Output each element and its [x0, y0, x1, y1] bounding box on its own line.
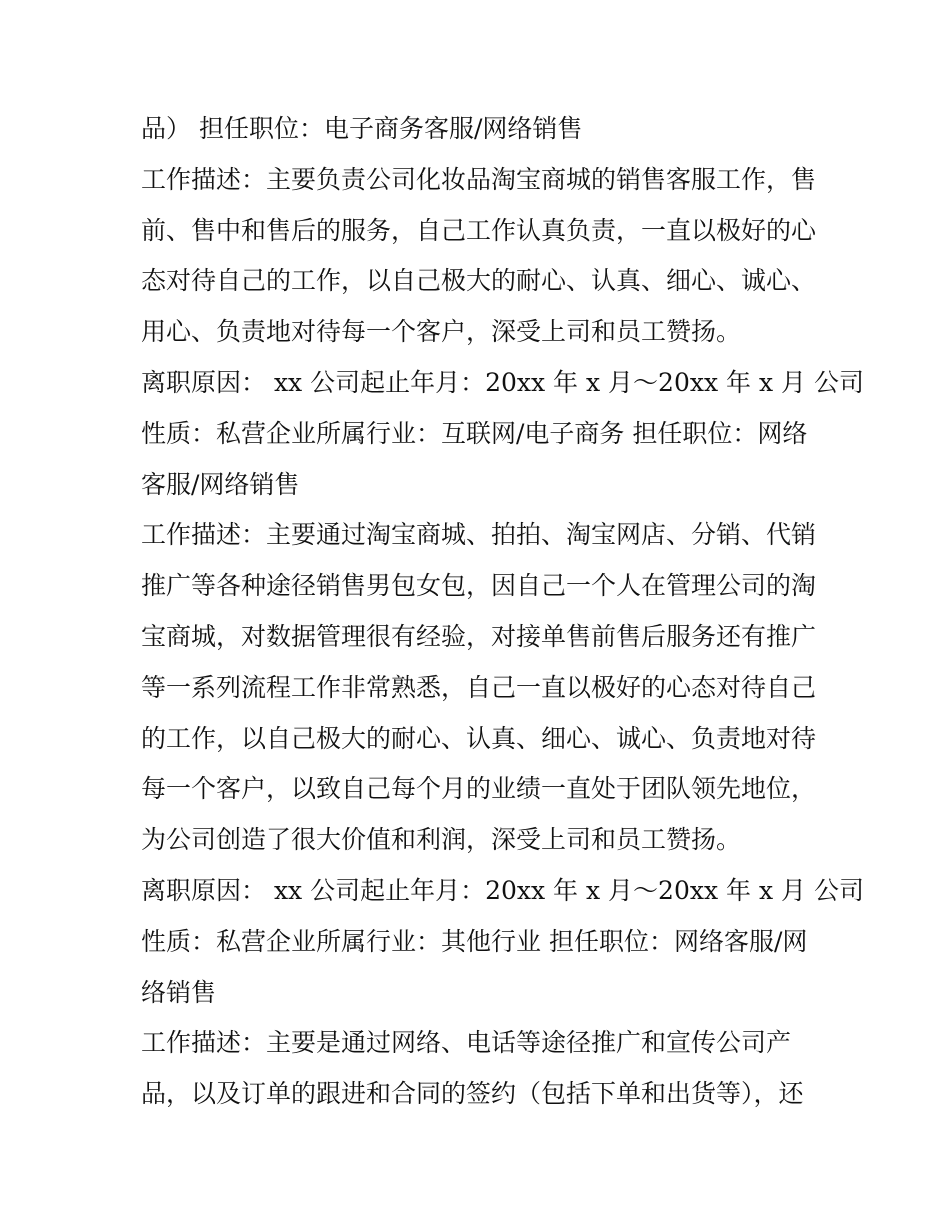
text-line: 推广等各种途径销售男包女包，因自己一个人在管理公司的淘 — [141, 571, 817, 601]
text-line: 为公司创造了很大价值和利润，深受上司和员工赞扬。 — [141, 825, 742, 855]
text-line: 态对待自己的工作，以自己极大的耐心、认真、细心、诚心、 — [141, 266, 817, 296]
text-line: 的工作，以自己极大的耐心、认真、细心、诚心、负责地对待 — [141, 723, 817, 753]
text-line: 离职原因： xx 公司起止年月：20xx 年 x 月～20xx 年 x 月 公司 — [141, 367, 864, 397]
text-line: 离职原因： xx 公司起止年月：20xx 年 x 月～20xx 年 x 月 公司 — [141, 875, 864, 905]
text-line: 用心、负责地对待每一个客户，深受上司和员工赞扬。 — [141, 317, 742, 347]
text-line: 络销售 — [141, 977, 217, 1007]
text-line: 性质：私营企业所属行业：互联网/电子商务 担任职位：网络 — [141, 418, 808, 448]
text-line: 每一个客户，以致自己每个月的业绩一直处于团队领先地位， — [141, 774, 817, 804]
text-line: 工作描述：主要负责公司化妆品淘宝商城的销售客服工作，售 — [141, 164, 817, 194]
text-line: 品） 担任职位：电子商务客服/网络销售 — [141, 114, 583, 143]
text-line: 工作描述：主要是通过网络、电话等途径推广和宣传公司产 — [141, 1028, 792, 1058]
text-line: 性质：私营企业所属行业：其他行业 担任职位：网络客服/网 — [141, 926, 808, 956]
text-line: 等一系列流程工作非常熟悉，自己一直以极好的心态对待自己 — [141, 672, 817, 702]
text-line: 前、售中和售后的服务，自己工作认真负责，一直以极好的心 — [141, 215, 817, 245]
text-line: 品，以及订单的跟进和合同的签约（包括下单和出货等），还 — [141, 1079, 804, 1109]
body-text — [141, 104, 864, 1120]
text-line: 客服/网络销售 — [141, 469, 300, 499]
text-line: 工作描述：主要通过淘宝商城、拍拍、淘宝网店、分销、代销 — [141, 520, 817, 550]
text-line: 宝商城，对数据管理很有经验，对接单售前售后服务还有推广 — [141, 621, 817, 651]
